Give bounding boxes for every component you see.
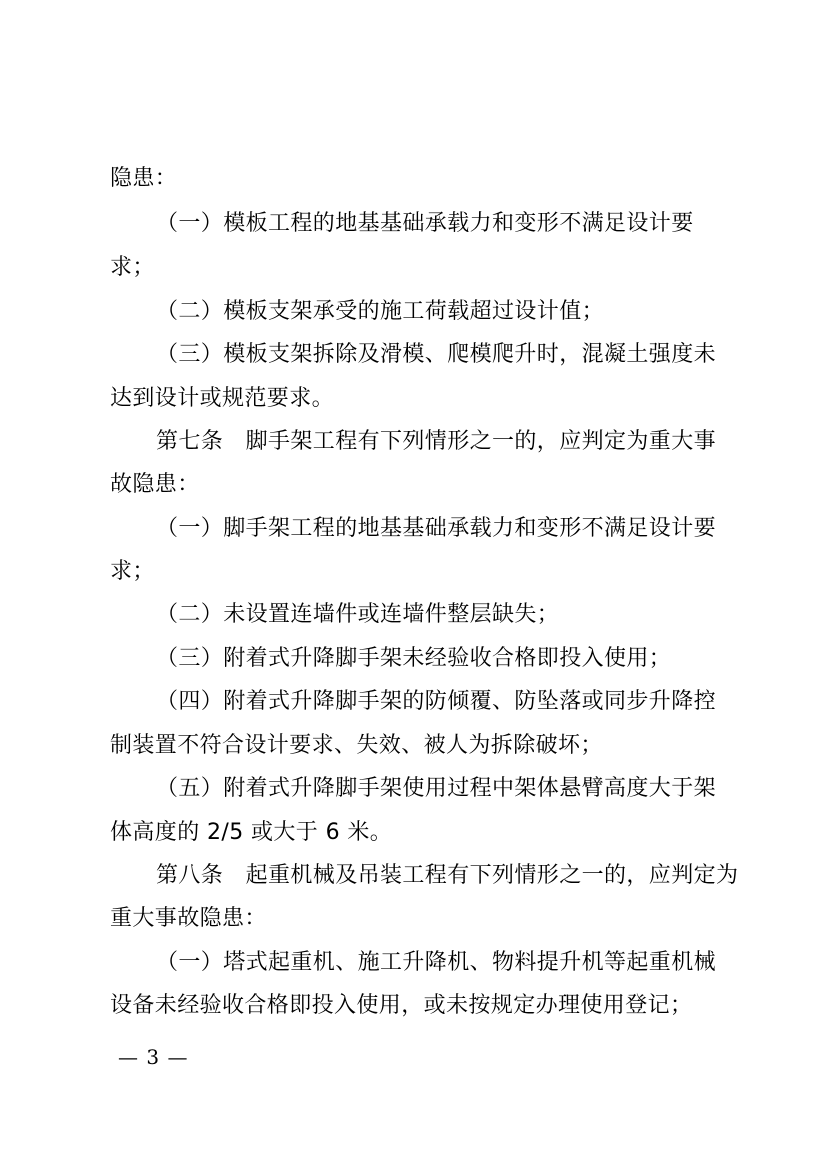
text-line: 制装置不符合设计要求、失效、被人为拆除破坏；	[110, 733, 603, 758]
text-line: 设备未经验收合格即投入使用，或未按规定办理使用登记；	[110, 993, 693, 1018]
text-line: （五）附着式升降脚手架使用过程中架体悬臂高度大于架	[156, 776, 717, 801]
text-line: 求；	[110, 559, 155, 584]
text-line: （三）模板支架拆除及滑模、爬模爬升时，混凝土强度未	[156, 342, 717, 367]
text-line: （一）脚手架工程的地基基础承载力和变形不满足设计要	[156, 516, 717, 541]
page-number: — 3 —	[118, 1045, 189, 1069]
text-line: 体高度的 2/5 或大于 6 米。	[110, 820, 393, 845]
text-line: （三）附着式升降脚手架未经验收合格即投入使用；	[156, 646, 672, 671]
text-line: 隐患：	[110, 166, 178, 191]
article-heading: 第七条 脚手架工程有下列情形之一的，应判定为重大事	[156, 429, 717, 454]
text-line: 求；	[110, 255, 155, 280]
text-line: （四）附着式升降脚手架的防倾覆、防坠落或同步升降控	[156, 689, 717, 714]
text-line: （一）模板工程的地基基础承载力和变形不满足设计要	[156, 211, 694, 236]
text-line: 重大事故隐患：	[110, 906, 267, 931]
article-heading: 第八条 起重机械及吊装工程有下列情形之一的，应判定为	[156, 863, 739, 888]
text-line: （二）模板支架承受的施工荷载超过设计值；	[156, 299, 605, 324]
text-line: 达到设计或规范要求。	[110, 386, 335, 411]
text-line: 故隐患：	[110, 472, 200, 497]
text-line: （一）塔式起重机、施工升降机、物料提升机等起重机械	[156, 950, 717, 975]
text-line: （二）未设置连墙件或连墙件整层缺失；	[156, 602, 560, 627]
